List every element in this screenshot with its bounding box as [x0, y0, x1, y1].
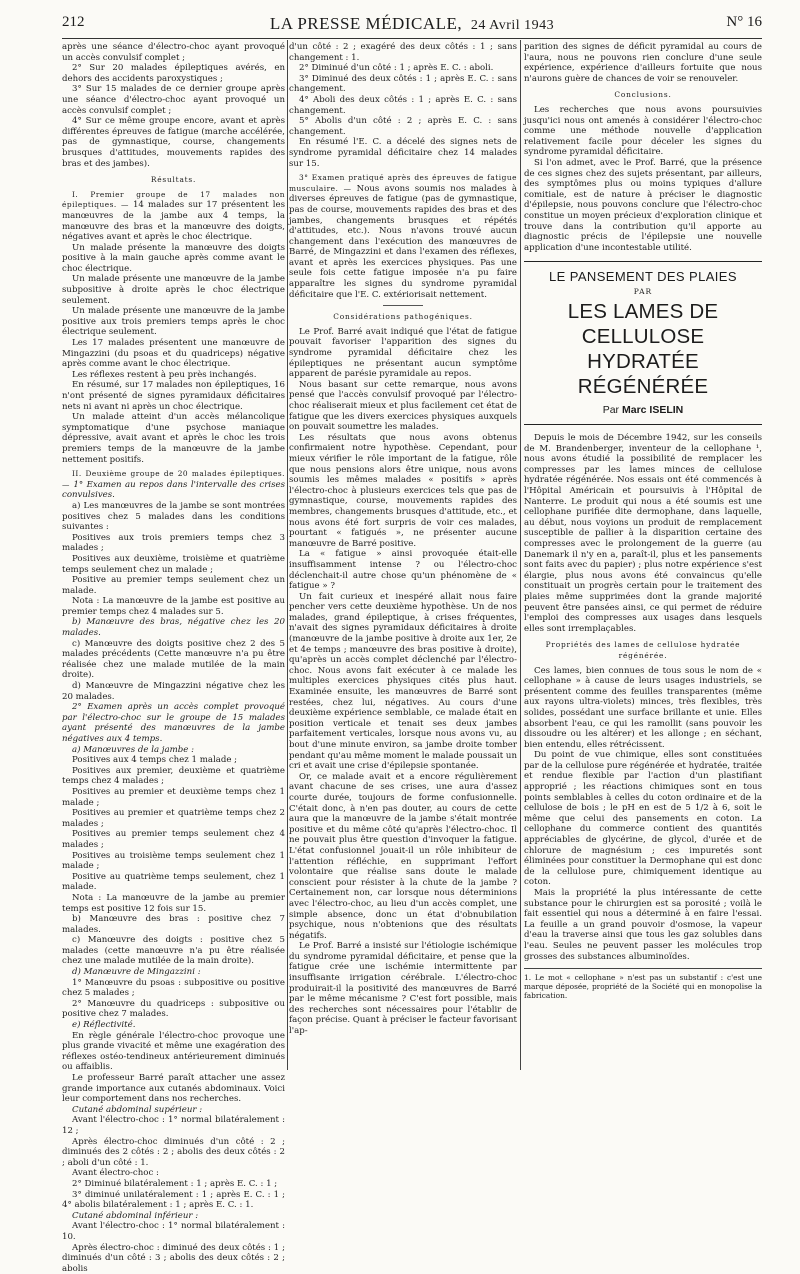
paragraph: Positives au premier et deuxième temps chez 1 malade ;	[62, 787, 285, 808]
paragraph: 1° Manœuvre du psoas : subpositive ou positive chez 5 malades ;	[62, 978, 285, 999]
paragraph: Le Prof. Barré avait indiqué que l'état de fatigue pouvait favoriser l'apparition des signes du syndrome pyramidal déficitaire chez les épileptiques ne présentant aucun symptôme apparent de parésie pyramidale au repos.	[289, 327, 517, 380]
paragraph: Ces lames, bien connues de tous sous le nom de « cellophane » à cause de leurs usages industriels, se présentent comme des feuilles transparentes (même aux rayons ultra-violets) minces, très flexibles, très solides, possédant une surface brillante et unie. Elles absorbent l'eau, ce qui les ramollit (sans pouvoir les dissoudre ou les altérer) et les allonge ; en séchant, bien entendu, elles rétrécissent.	[524, 666, 762, 751]
article-author	[524, 405, 762, 416]
paragraph: Positives aux trois premiers temps chez 3 malades ;	[62, 533, 285, 554]
paragraph: 3° Sur 15 malades de ce dernier groupe après une séance d'électro-choc ayant provoqué un accès convulsif complet ;	[62, 84, 285, 116]
article-heading-box	[524, 261, 762, 425]
paragraph: Du point de vue chimique, elles sont constituées par de la cellulose pure régénérée et hydratée, traitée et rendue flexible par l'action d'un plastifiant approprié ; les réactions chimiques sont en tous points semblables à celles du coton ordinaire et de la cellulose de bois ; le pH en est de 5 1/2 à 6, soit le même que celui des pansements en coton. La cellophane du commerce contient des quantités appréciables de glycérine, de glycol, d'urée et de chlorure de magnésium ; ces impuretés sont éliminées pour constituer la Dermophane qui est donc de la cellulose pure, chimiquement identique au coton.	[524, 750, 762, 888]
paragraph: 5° Abolis d'un côté : 2 ; après E. C. : sans changement.	[289, 116, 517, 137]
column-1	[62, 42, 285, 1072]
paragraph: Positives au premier temps seulement chez 4 malades ;	[62, 829, 285, 850]
section-heading-resultats: Résultats.	[62, 175, 285, 186]
paragraph: Nota : La manœuvre de la jambe est positive au premier temps chez 4 malades sur 5.	[62, 596, 285, 617]
column-2	[289, 42, 517, 1072]
paragraph: e) Réflectivité.	[62, 1020, 285, 1031]
paragraph: Cutané abdominal supérieur :	[62, 1105, 285, 1116]
paragraph: En résumé, sur 17 malades non épileptiques, 16 n'ont présenté de signes pyramidaux déficitaires nets ni avant ni après un choc électrique.	[62, 380, 285, 412]
paragraph: Nous basant sur cette remarque, nous avons pensé que l'accès convulsif provoqué par l'électro-choc réaliserait mieux et plus facilement cet état de fatigue que les divers exercices physiques auxquels on pouvait soumettre les malades.	[289, 380, 517, 433]
author-prefix: Par	[603, 404, 619, 416]
paragraph: Avant l'électro-choc : 1° normal bilatéralement : 12 ;	[62, 1115, 285, 1136]
paragraph: Positives aux premier, deuxième et quatrième temps chez 4 malades ;	[62, 766, 285, 787]
section-heading-considerations: Considérations pathogéniques.	[289, 312, 517, 323]
paragraph: 3° Diminué des deux côtés : 1 ; après E. C. : sans changement.	[289, 74, 517, 95]
group-text: 14 malades sur 17 présentent les manœuvres de la jambe aux 4 temps, la manœuvre des bras et la manœuvre des doigts, négatives avant et après le choc électrique.	[62, 200, 285, 242]
paragraph: 2° Sur 20 malades épileptiques avérés, en dehors des accidents paroxystiques ;	[62, 63, 285, 84]
subheading: 1° Examen au repos dans l'intervalle des crises convulsives.	[62, 480, 285, 501]
paragraph: c) Manœuvre des doigts positive chez 2 des 5 malades précédents (Cette manœuvre n'a pu être réalisée chez une malade mutilée de la main droite).	[62, 639, 285, 681]
page-number: 212	[62, 14, 85, 31]
paragraph: Les résultats que nous avons obtenus confirmaient notre hypothèse. Cependant, pour mieux vérifier le rôle important de la fatigue, rôle que nous pensions alors être unique, nous avons soumis les mêmes malades « positifs » après l'électro-choc à plusieurs exercices tels que pas de gymnastique, course, mouvements rapides des membres, changements brusques d'attitude, etc., et nous avons été fort surpris de voir ces malades, pourtant « fatigués », ne présenter aucune manœuvre de Barré positive.	[289, 433, 517, 550]
paragraph: a) Manœuvres de la jambe :	[62, 745, 285, 756]
separator	[383, 305, 423, 306]
author-name: Marc ISELIN	[622, 404, 683, 416]
paragraph: Positives aux 4 temps chez 1 malade ;	[62, 755, 285, 766]
section-heading-proprietes: Propriétés des lames de cellulose hydratée régénérée.	[524, 640, 762, 661]
paragraph: Positives aux deuxième, troisième et quatrième temps seulement chez un malade ;	[62, 554, 285, 575]
paragraph: Le professeur Barré paraît attacher une assez grande importance aux cutanés abdominaux. Voici leur comportement dans nos recherches.	[62, 1073, 285, 1105]
paragraph: Un malade atteint d'un accès mélancolique symptomatique d'une psychose maniaque dépressive, avait avant et après le choc les trois premiers temps de la manœuvre de la jambe nettement positifs.	[62, 412, 285, 465]
paragraph: Après électro-choc : diminué des deux côtés : 1 ; diminués d'un côté : 3 ; abolis des deux côtés : 2 ; abolis	[62, 1243, 285, 1274]
article-kicker: LE PANSEMENT DES PLAIES	[524, 272, 762, 283]
paragraph: Si l'on admet, avec le Prof. Barré, que la présence de ces signes chez des sujets présentant, par ailleurs, des symptômes plus ou moins typiques d'allure comitiale, est de nature à préciser le diagnostic d'épilepsie, nous pouvons conclure que l'électro-choc constitue un moyen précieux d'exploration clinique et trouve dans la contribution qu'il apporte au diagnostic précis de l'épilepsie une nouvelle application d'une incontestable utilité.	[524, 158, 762, 253]
paragraph: Les 17 malades présentent une manœuvre de Mingazzini (du psoas et du quadriceps) négative après comme avant le choc électrique.	[62, 338, 285, 370]
paragraph: 2° Diminué d'un côté : 1 ; après E. C. : aboli.	[289, 63, 517, 74]
group-title: 3° Examen pratiqué après des épreuves de fatigue musculaire. —	[289, 173, 517, 193]
column-3	[524, 42, 762, 1072]
paragraph: Les recherches que nous avons poursuivies jusqu'ici nous ont amenés à considérer l'électro-choc comme une méthode nouvelle d'application relativement facile pour déceler les signes du syndrome pyramidal déficitaire.	[524, 105, 762, 158]
paragraph: Un malade présente une manœuvre de la jambe subpositive à droite après le choc électrique seulement.	[62, 274, 285, 306]
paragraph: parition des signes de déficit pyramidal au cours de l'aura, nous ne pouvons rien conclure d'une seule expérience, expérience d'ailleurs fortuite que nous n'aurons guère de chances de voir se renouveler.	[524, 42, 762, 84]
paragraph: d'un côté : 2 ; exagéré des deux côtés : 1 ; sans changement : 1.	[289, 42, 517, 63]
paragraph: b) Manœuvre des bras, négative chez les 20 malades.	[62, 617, 285, 638]
paragraph: Un malade présente une manœuvre de la jambe positive aux trois premiers temps après le choc électrique seulement.	[62, 306, 285, 338]
header-rule	[62, 38, 762, 39]
paragraph: En résumé l'E. C. a décelé des signes nets de syndrome pyramidal déficitaire chez 14 malades sur 15.	[289, 137, 517, 169]
paragraph: Un malade présente la manœuvre des doigts positive à la main gauche après comme avant le choc électrique.	[62, 243, 285, 275]
paragraph: 2° Manœuvre du quadriceps : subpositive ou positive chez 7 malades.	[62, 999, 285, 1020]
group-title: II. Deuxième groupe de 20 malades épileptiques. —	[62, 469, 285, 489]
group-text: Nous avons soumis nos malades à diverses épreuves de fatigue (pas de gymnastique, pas de course, mouvements rapides des bras et des jambes, changements brusques et répétés d'attitudes, etc.). Nous n'avons trouvé aucun changement dans l'exécution des manœuvres de Barré, de Mingazzini et dans l'examen des réflexes, avant et après les exercices physiques. Pas une seule fois cette fatigue imposée n'a pu faire apparaître les signes du syndrome pyramidal déficitaire que l'E. C. extériorisait nettement.	[289, 184, 517, 300]
paragraph: 4° Sur ce même groupe encore, avant et après différentes épreuves de fatigue (marche accélérée, pas de gymnastique, course, changements brusques d'attitudes, mouvements rapides des bras et des jambes).	[62, 116, 285, 169]
paragraph: d) Manœuvre de Mingazzini :	[62, 967, 285, 978]
paragraph: Depuis le mois de Décembre 1942, sur les conseils de M. Brandenberger, inventeur de la cellophane ¹, nous avons étudié la possibilité de remplacer les compresses par les lames minces de cellulose hydratée régénérée. Nos essais ont été commencés à l'Hôpital Américain et poursuivis à l'Hôpital de Nanterre. Le produit qui nous a été soumis est une cellophane purifiée dite dermophane, dans laquelle, au début, nous voyions un produit de remplacement susceptible de pallier à la disparition certaine des compresses avec le prolongement de la guerre (au Danemark il n'y en a, paraît-il, plus et les pansements sont faits avec du papier) ; plus notre expérience s'est élargie, plus nous avons été convaincus qu'elle constituait un progrès certain pour le traitement des plaies même supprimées dont la grande majorité peuvent être pansées ainsi, ce qui permet de réduire l'emploi des compresses aux usages dans lesquels elles sont irremplaçables.	[524, 433, 762, 634]
paragraph: Un fait curieux et inespéré allait nous faire pencher vers cette deuxième hypothèse. Un de nos malades, grand épileptique, à crises fréquentes, n'avait des signes pyramidaux déficitaires à droite (manœuvre de la jambe positive à droite aux 1er, 2e et 4e temps ; manœuvre des bras positive à droite), qu'après un accès complet déclenché par l'électro-choc. Nous avons fait exécuter à ce malade les multiples exercices physiques cités plus haut. Examinée ensuite, les manœuvres de Barré sont restées, chez lui, négatives. Au cours d'une deuxième expérience semblable, ce malade était en position verticale et tenait ses deux jambes parfaitement verticales, lorsque nous avons vu, au bout d'une minute environ, sa jambe droite tomber pendant qu'au même moment le malade poussait un cri et avait une crise d'épilepsie spontanée.	[289, 592, 517, 772]
page-header	[62, 14, 762, 36]
paragraph	[62, 469, 285, 501]
issue-date: 24 Avril 1943	[471, 18, 554, 33]
group-title: I. Premier groupe de 17 malades non épileptiques. —	[62, 190, 285, 210]
subheading: 2° Examen après un accès complet provoqué par l'électro-choc sur le groupe de 15 malades ayant présenté des manœuvres de la jambe négatives aux 4 temps.	[62, 702, 285, 744]
paragraph: c) Manœuvre des doigts : positive chez 5 malades (cette manœuvre n'a pu être réalisée chez une malade mutilée de la main droite).	[62, 935, 285, 967]
section-heading-conclusions: Conclusions.	[524, 90, 762, 101]
paragraph: Or, ce malade avait et a encore régulièrement avant chacune de ses crises, une aura d'assez courte durée, toujours de forme confusionnelle. C'était donc, à n'en pas douter, au cours de cette aura que la manœuvre de la jambe s'était montrée positive et du même côté qu'après l'électro-choc. Il ne pouvait plus être question d'invoquer la fatigue. L'état confusionnel jouait-il un rôle inhibiteur de l'attention réfléchie, en supprimant l'effort volontaire que réalise sans doute le malade conscient pour résister à la chute de la jambe ? Certainement non, car lorsque nous déterminions avec l'électro-choc, au lieu d'un accès complet, une simple absence, donc un état d'obnubilation psychique, nous n'obtenions que des résultats négatifs.	[289, 772, 517, 942]
paragraph: Mais la propriété la plus intéressante de cette substance pour le chirurgien est sa porosité ; voilà le fait essentiel qui nous a déterminé à en faire l'essai. La feuille a un grand pouvoir d'osmose, la vapeur d'eau la traverse ainsi que tous les gaz solubles dans l'eau. Seules ne peuvent passer les molécules trop grosses des substances albuminoïdes.	[524, 888, 762, 962]
paragraph: Positives au premier et quatrième temps chez 2 malades ;	[62, 808, 285, 829]
paragraph: Avant électro-choc :	[62, 1168, 285, 1179]
paragraph: après une séance d'électro-choc ayant provoqué un accès convulsif complet ;	[62, 42, 285, 63]
column-divider-1	[287, 40, 288, 1070]
paragraph: En règle générale l'électro-choc provoque une plus grande vivacité et même une exagération des réflexes ostéo-tendineux antérieurement diminués ou affaiblis.	[62, 1031, 285, 1073]
paragraph: Après électro-choc diminués d'un côté : 2 ; diminués des 2 côtés : 2 ; abolis des deux côtés : 2 ; aboli d'un côté : 1.	[62, 1137, 285, 1169]
paragraph	[289, 173, 517, 300]
journal-title	[62, 14, 762, 34]
column-divider-2	[520, 40, 521, 1070]
paragraph: Cutané abdominal inférieur :	[62, 1211, 285, 1222]
paragraph: Avant l'électro-choc : 1° normal bilatéralement : 10.	[62, 1221, 285, 1242]
article-par: PAR	[524, 287, 762, 298]
paragraph: Le Prof. Barré a insisté sur l'étiologie ischémique du syndrome pyramidal déficitaire, et pense que la fatigue crée une ischémie intermittente par insuffisante irrigation cérébrale. L'électro-choc produirait-il la positivité des manœuvres de Barré par le même mécanisme ? C'est fort possible, mais des recherches sont nécessaires pour l'établir de façon précise. Quant à préciser le facteur favorisant l'ap-	[289, 941, 517, 1036]
paragraph: b) Manœuvre des bras : positive chez 7 malades.	[62, 914, 285, 935]
paragraph: Positive au quatrième temps seulement, chez 1 malade.	[62, 872, 285, 893]
paragraph: Positive au premier temps seulement chez un malade.	[62, 575, 285, 596]
paragraph	[62, 190, 285, 243]
paragraph: a) Les manœuvres de la jambe se sont montrées positives chez 5 malades dans les conditions suivantes :	[62, 501, 285, 533]
footnote: 1. Le mot « cellophane » n'est pas un substantif : c'est une marque déposée, propriété de la Société qui en monopolise la fabrication.	[524, 968, 762, 1000]
paragraph: d) Manœuvre de Mingazzini négative chez les 20 malades.	[62, 681, 285, 702]
paragraph: 3° diminué unilatéralement : 1 ; après E. C. : 1 ; 4° abolis bilatéralement : 1 ; après E. C. : 1.	[62, 1190, 285, 1211]
paragraph: 2° Diminué bilatéralement : 1 ; après E. C. : 1 ;	[62, 1179, 285, 1190]
paragraph: Les réflexes restent à peu près inchangés.	[62, 370, 285, 381]
paragraph: Positives au troisième temps seulement chez 1 malade ;	[62, 851, 285, 872]
article-title: LES LAMES DE CELLULOSE HYDRATÉE RÉGÉNÉRÉE	[524, 299, 762, 399]
paragraph: Nota : La manœuvre de la jambe au premier temps est positive 12 fois sur 15.	[62, 893, 285, 914]
issue-number: N° 16	[726, 14, 762, 31]
paragraph: La « fatigue » ainsi provoquée était-elle insuffisamment intense ? ou l'électro-choc déclenchait-il autre chose qu'un phénomène de « fatigue » ?	[289, 549, 517, 591]
paragraph: 4° Aboli des deux côtés : 1 ; après E. C. : sans changement.	[289, 95, 517, 116]
journal-name: LA PRESSE MÉDICALE,	[270, 14, 462, 33]
